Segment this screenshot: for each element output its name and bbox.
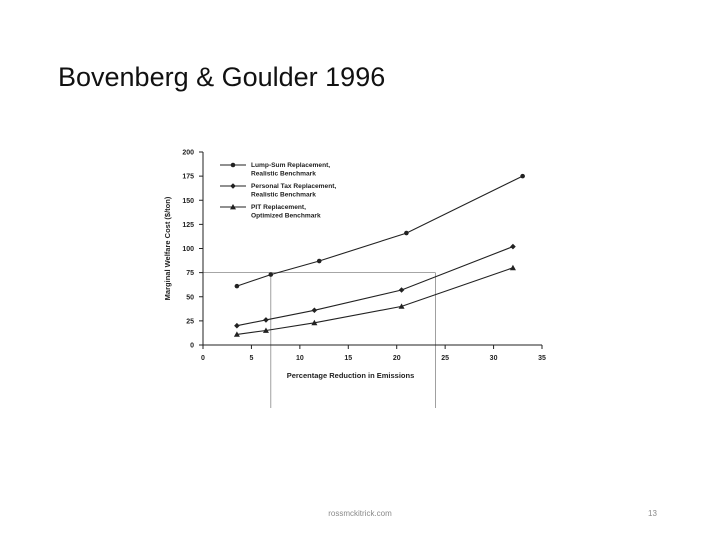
x-tick-label: 35 bbox=[538, 355, 546, 362]
series-line bbox=[237, 247, 513, 326]
y-tick-label: 0 bbox=[190, 342, 194, 350]
y-tick-label: 150 bbox=[182, 197, 194, 205]
data-point bbox=[269, 272, 274, 277]
y-tick-label: 100 bbox=[182, 246, 194, 253]
x-tick-label: 10 bbox=[295, 355, 304, 362]
data-point bbox=[520, 174, 525, 179]
y-tick-label: 175 bbox=[182, 173, 194, 181]
x-tick-label: 0 bbox=[201, 355, 205, 362]
series-2 bbox=[234, 244, 516, 329]
y-tick-label: 125 bbox=[182, 221, 194, 229]
data-point bbox=[234, 323, 240, 329]
y-tick-label: 200 bbox=[182, 149, 194, 157]
data-point bbox=[263, 317, 269, 323]
slide-title: Bovenberg & Goulder 1996 bbox=[58, 62, 386, 92]
data-point bbox=[312, 307, 318, 313]
x-tick-label: 5 bbox=[249, 355, 254, 362]
x-tick-label: 25 bbox=[441, 355, 450, 362]
x-tick-label: 30 bbox=[489, 355, 498, 362]
x-tick-label: 15 bbox=[344, 355, 353, 362]
chart-legend bbox=[220, 162, 336, 220]
data-point bbox=[317, 259, 322, 264]
legend-entry: Lump-Sum Replacement, Realistic Benchmark bbox=[251, 162, 331, 178]
data-point bbox=[399, 287, 405, 293]
data-point bbox=[404, 231, 409, 236]
x-tick-label: 20 bbox=[392, 355, 401, 362]
y-tick-label: 75 bbox=[186, 270, 194, 278]
y-tick-label: 50 bbox=[186, 294, 194, 302]
data-point bbox=[235, 284, 240, 289]
y-tick-label: 25 bbox=[186, 318, 194, 326]
data-point bbox=[230, 183, 236, 189]
x-axis-title: Percentage Reduction in Emissions bbox=[286, 371, 415, 380]
series-3 bbox=[234, 265, 516, 337]
series-line bbox=[237, 268, 513, 335]
reference-lines bbox=[203, 273, 435, 408]
data-point bbox=[231, 163, 236, 168]
data-point bbox=[510, 265, 516, 270]
legend-entry: PIT Replacement, Optimized Benchmark bbox=[251, 204, 321, 220]
chart-axes bbox=[182, 150, 546, 363]
legend-entry: Personal Tax Replacement, Realistic Benchmark bbox=[251, 183, 337, 199]
data-point bbox=[510, 244, 516, 250]
y-axis-title: Marginal Welfare Cost ($/ton) bbox=[163, 196, 172, 301]
page-number: 13 bbox=[648, 509, 657, 518]
footer-site: rossmckitrick.com bbox=[328, 509, 392, 518]
